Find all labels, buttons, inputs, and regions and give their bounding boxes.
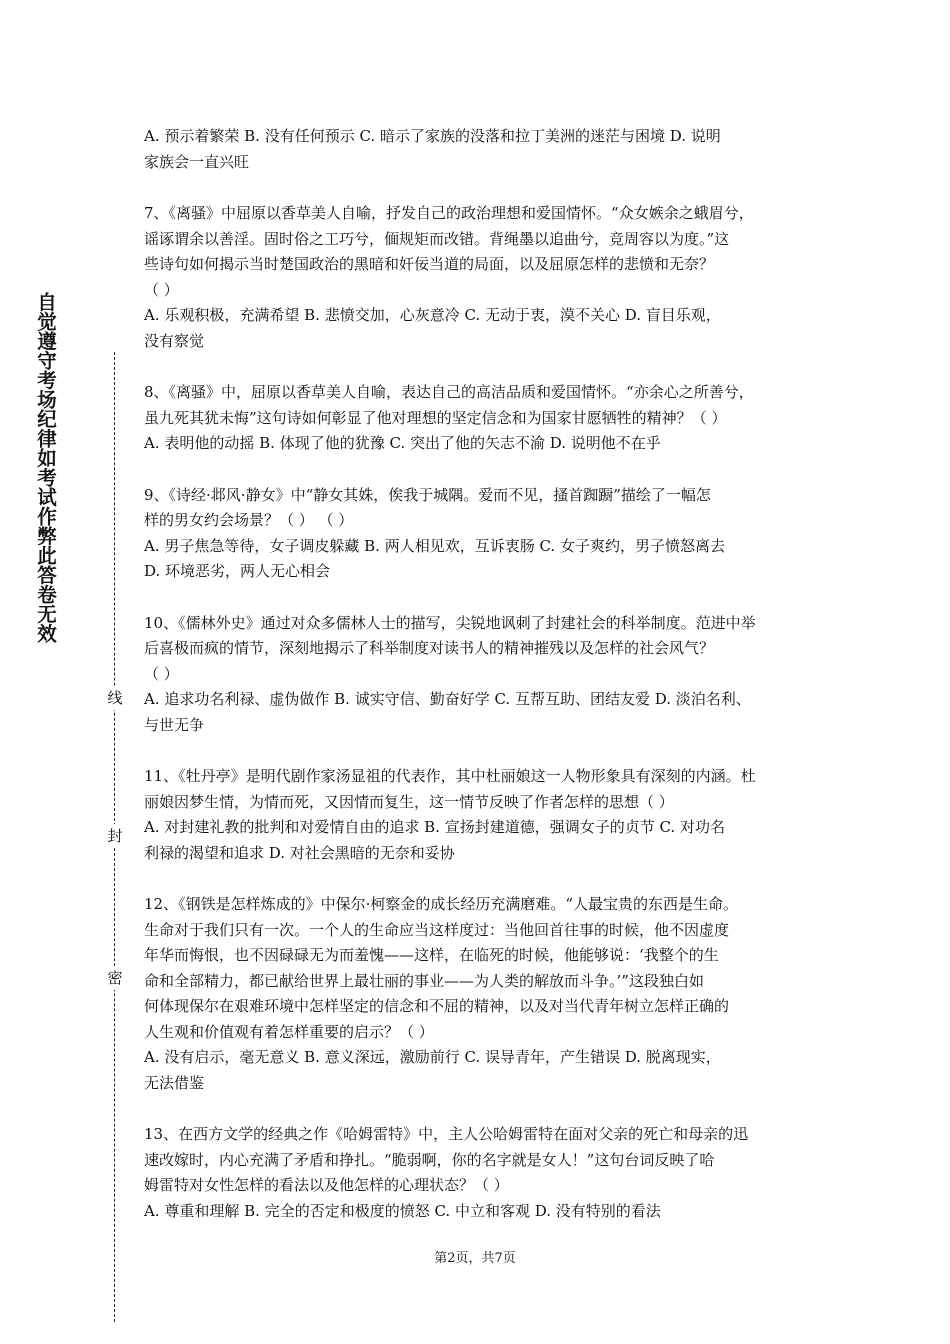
question-11 [144, 764, 824, 866]
question-list [144, 124, 824, 1250]
text-line: A. 没有启示，毫无意义 B. 意义深远，激励前行 C. 误导青年，产生错误 D. 脱离现实， [144, 1048, 721, 1066]
question-7 [144, 201, 824, 354]
text-line: 与世无争 [144, 715, 205, 734]
text-line: 没有察觉 [144, 331, 205, 350]
text-line: 年华而悔恨，也不因碌碌无为而羞愧——这样，在临死的时候，他能够说：‘我整个的生 [144, 946, 719, 964]
text-line: 8、《离骚》中，屈原以香草美人自喻，表达自己的高洁品质和爱国情怀。“亦余心之所善兮， [144, 383, 754, 401]
binding-label-xian: 线 [106, 686, 124, 710]
text-line: A. 表明他的动摇 B. 体现了他的犹豫 C. 突出了他的矢志不渝 D. 说明他不在乎 [144, 434, 661, 452]
text-line: 9、《诗经·邶风·静女》中“静女其姝，俟我于城隅。爱而不见，搔首踟蹰”描绘了一幅怎 [144, 485, 711, 504]
text-line: 姆雷特对女性怎样的看法以及他怎样的心理状态？（ ） [144, 1176, 509, 1194]
text-line: 10、《儒林外史》通过对众多儒林人士的描写，尖锐地讽刺了封建社会的科举制度。范进中举 [144, 613, 756, 632]
text-line: A. 男子焦急等待，女子调皮躲藏 B. 两人相见欢，互诉衷肠 C. 女子爽约，男子愤怒离去 [144, 536, 725, 555]
binding-label-mi: 密 [106, 966, 124, 990]
text-line: 7、《离骚》中屈原以香草美人自喻，抒发自己的政治理想和爱国情怀。“众女嫉余之蛾眉兮， [144, 204, 754, 222]
text-line: A. 对封建礼教的批判和对爱情自由的追求 B. 宣扬封建道德，强调女子的贞节 C. 对功名 [144, 818, 725, 836]
question-10 [144, 611, 824, 739]
text-line: 家族会一直兴旺 [144, 152, 250, 171]
question-12 [144, 892, 824, 1096]
text-line: D. 环境恶劣，两人无心相会 [144, 562, 331, 580]
binding-label-feng: 封 [106, 824, 124, 848]
question-6-options [144, 124, 824, 175]
text-line: 11、《牡丹亭》是明代剧作家汤显祖的代表作，其中杜丽娘这一人物形象具有深刻的内涵。杜 [144, 767, 756, 785]
exam-discipline-notice: 自觉遵守考场纪律如考试作弊此答卷无效 [34, 292, 57, 643]
text-line: A. 追求功名利禄、虚伪做作 B. 诚实守信、勤奋好学 C. 互帮互助、团结友爱 D. 淡泊名利、 [144, 690, 751, 708]
text-line: （ ） [144, 664, 179, 683]
text-line: 利禄的渴望和追求 D. 对社会黑暗的无奈和妥协 [144, 843, 455, 862]
text-line: 后喜极而疯的情节，深刻地揭示了科举制度对读书人的精神摧残以及怎样的社会风气？ [144, 639, 715, 657]
text-line: A. 尊重和理解 B. 完全的否定和极度的愤怒 C. 中立和客观 D. 没有特别的看法 [144, 1201, 661, 1220]
text-line: （ ） [144, 280, 179, 299]
page-number: 第2页，共7页 [434, 1251, 516, 1266]
text-line: A. 预示着繁荣 B. 没有任何预示 C. 暗示了家族的没落和拉丁美洲的迷茫与困境 D. 说明 [144, 127, 721, 145]
text-line: 12、《钢铁是怎样炼成的》中保尔·柯察金的成长经历充满磨难。“人最宝贵的东西是生命。 [144, 895, 739, 913]
text-line: 丽娘因梦生情，为情而死，又因情而复生，这一情节反映了作者怎样的思想（ ） [144, 792, 674, 811]
text-line: 无法借鉴 [144, 1073, 205, 1092]
question-8 [144, 380, 824, 457]
question-13 [144, 1122, 824, 1224]
text-line: 些诗句如何揭示当时楚国政治的黑暗和奸佞当道的局面，以及屈原怎样的悲愤和无奈？ [144, 255, 715, 273]
text-line: 人生观和价值观有着怎样重要的启示？（ ） [144, 1022, 434, 1041]
question-9 [144, 483, 824, 585]
text-line: 命和全部精力，都已献给世界上最壮丽的事业——为人类的解放而斗争。’”这段独白如 [144, 971, 704, 990]
text-line: 何体现保尔在艰难环境中怎样坚定的信念和不屈的精神，以及对当代青年树立怎样正确的 [144, 997, 730, 1015]
text-line: A. 乐观积极，充满希望 B. 悲愤交加，心灰意冷 C. 无动于衷，漠不关心 D. 盲目乐观， [144, 306, 721, 324]
text-line: 虽九死其犹未悔”这句诗如何彰显了他对理想的坚定信念和为国家甘愿牺牲的精神？（ ） [144, 408, 727, 427]
text-line: 样的男女约会场景？（ ） （ ） [144, 511, 354, 529]
text-line: 生命对于我们只有一次。一个人的生命应当这样度过：当他回首往事的时候，他不因虚度 [144, 920, 730, 939]
text-line: 速改嫁时，内心充满了矛盾和挣扎。“脆弱啊，你的名字就是女人！”这句台词反映了哈 [144, 1150, 715, 1169]
text-line: 13、在西方文学的经典之作《哈姆雷特》中，主人公哈姆雷特在面对父亲的死亡和母亲的迅 [144, 1125, 749, 1143]
text-line: 谣诼谓余以善淫。固时俗之工巧兮，偭规矩而改错。背绳墨以追曲兮，竞周容以为度。”这 [144, 229, 730, 248]
